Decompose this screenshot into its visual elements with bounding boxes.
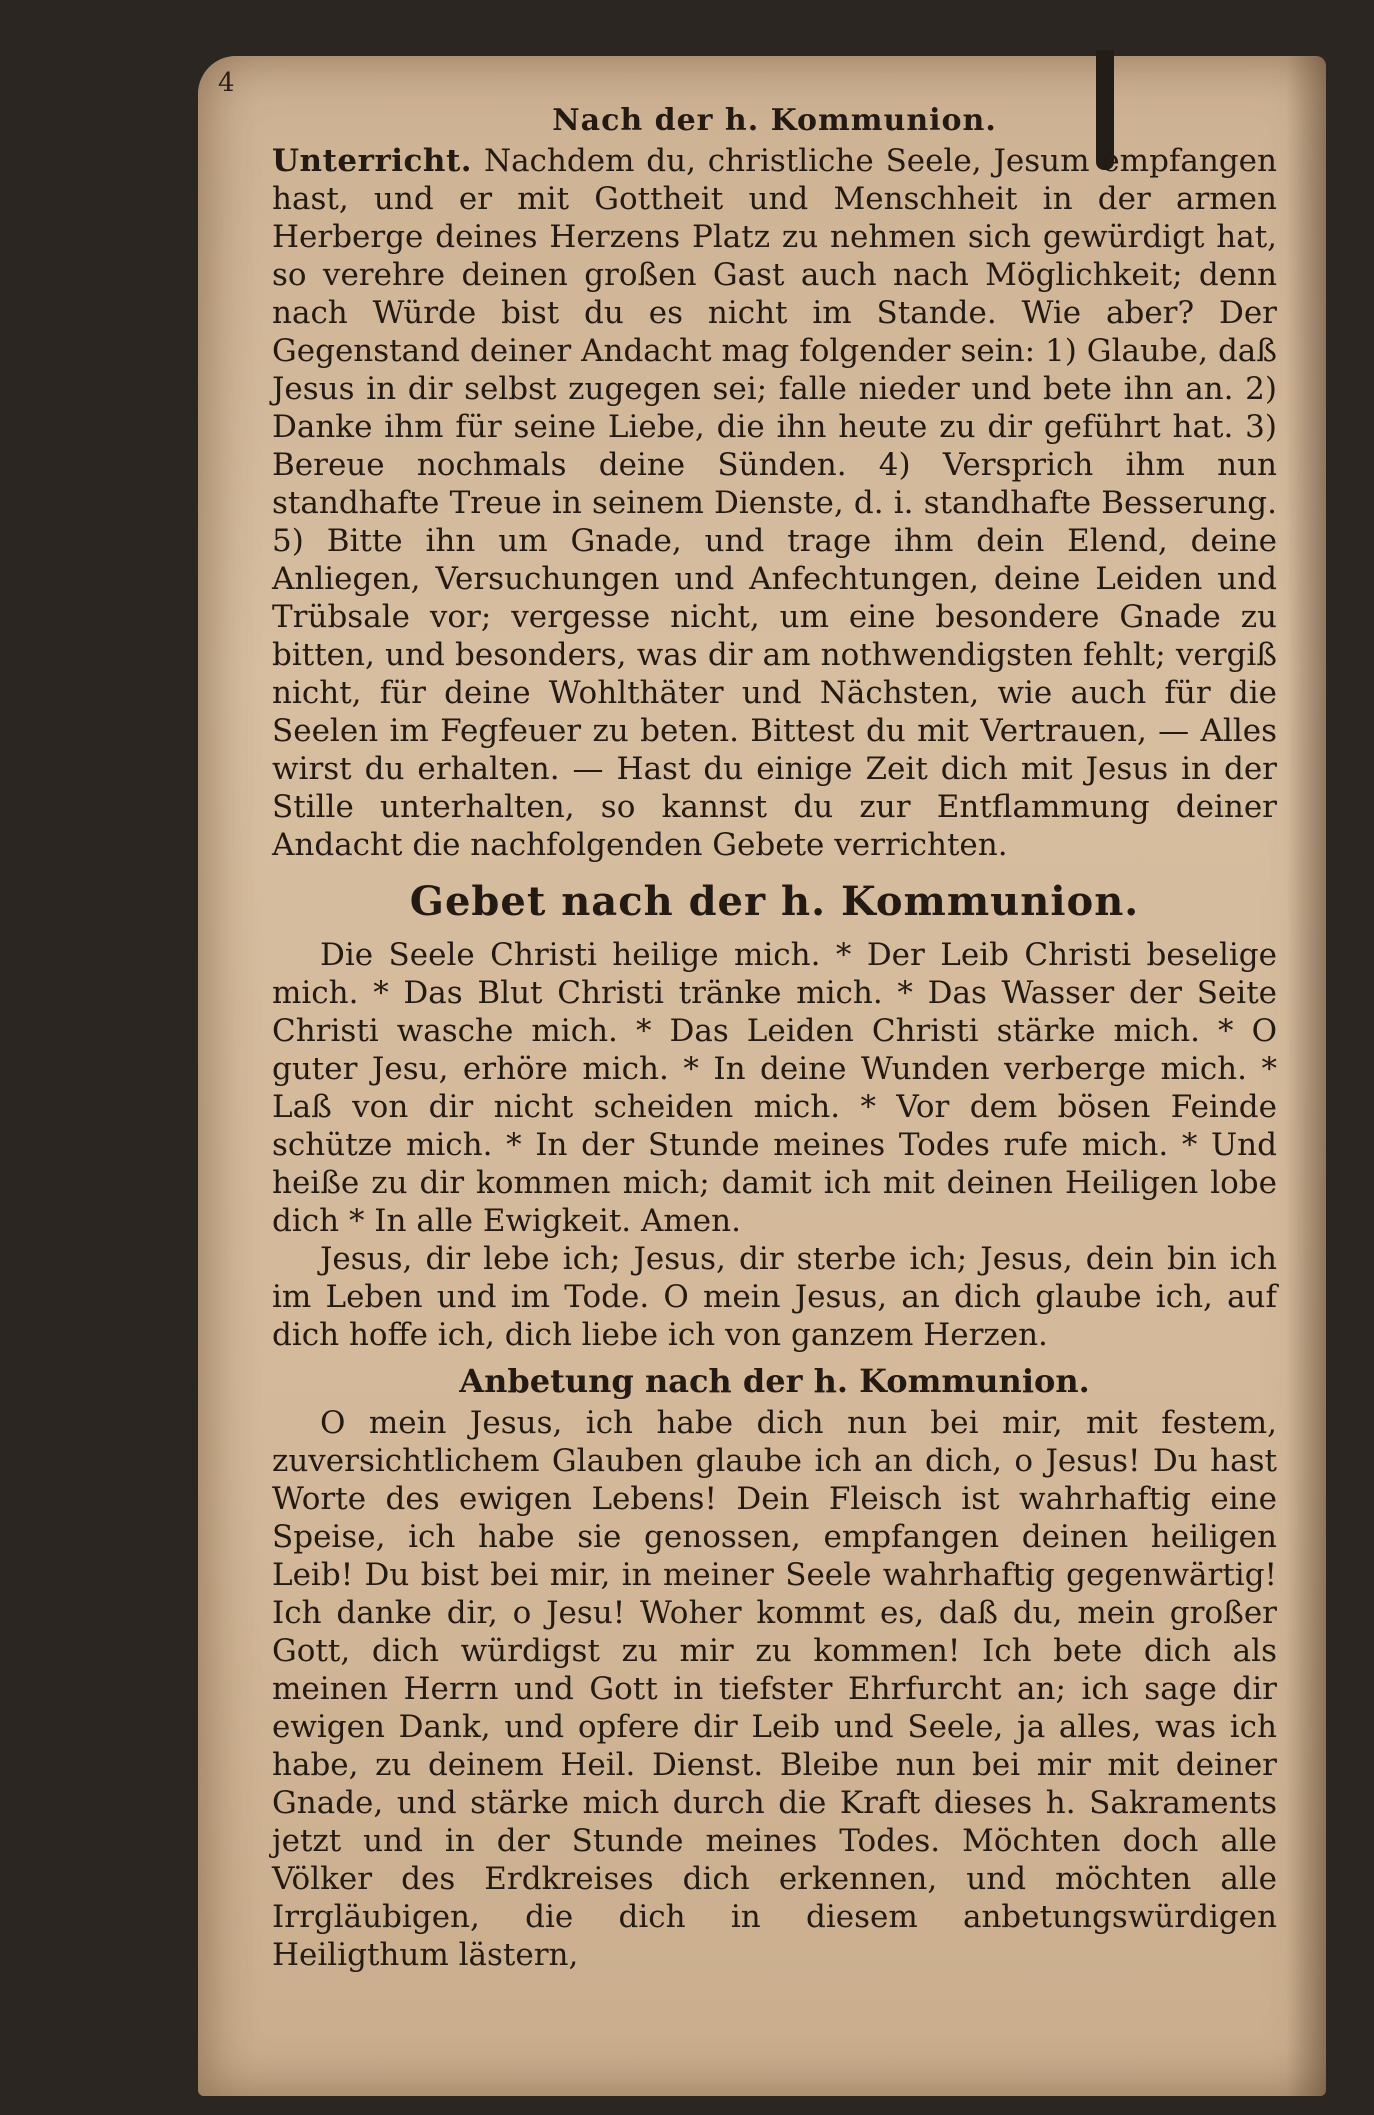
jesus-paragraph: Jesus, dir lebe ich; Jesus, dir sterbe ich; Jesus, dein bin ich im Leben und im Tode. O mein Jesus, an dich glaube ich, auf dich hoffe ich, dich liebe ich von ganzem Herzen. [272,1241,1277,1353]
prayer-paragraph: Die Seele Christi heilige mich. * Der Leib Christi beselige mich. * Das Blut Christi tränke mich. * Das Wasser der Seite Christi wasche mich. * Das Leiden Christi stärke mich. * O guter Jesu, erhöre mich. * In deine Wunden verberge mich. * Laß von dir nicht scheiden mich. * Vor dem bösen Feinde schütze mich. * In der Stunde meines Todes rufe mich. * Und heiße zu dir kommen mich; damit ich mit deinen Heiligen lobe dich * In alle Ewigkeit. Amen. [272,937,1277,1239]
running-head: Nach der h. Kommunion. [552,103,997,138]
page-text-block [272,102,1277,1974]
page-number: 4 [218,68,235,98]
intro-lead: Unterricht. [272,143,473,179]
book-page [198,56,1326,2096]
adoration-paragraph: O mein Jesus, ich habe dich nun bei mir, mit festem, zuversichtlichem Glauben glaube ich an dich, o Jesus! Du hast Worte des ewigen Lebens! Dein Fleisch ist wahrhaftig eine Speise, ich habe sie genossen, empfangen deinen heiligen Leib! Du bist bei mir, in meiner Seele wahrhaftig gegenwärtig! Ich danke dir, o Jesu! Woher kommt es, daß du, mein großer Gott, dich würdigst zu mir zu kommen! Ich bete dich als meinen Herrn und Gott in tiefster Ehrfurcht an; ich sage dir ewigen Dank, und opfere dir Leib und Seele, ja alles, was ich habe, zu deinem Heil. Dienst. Bleibe nun bei mir mit deiner Gnade, und stärke mich durch die Kraft dieses h. Sakraments jetzt und in der Stunde meines Todes. Möchten doch alle Völker des Erdkreises dich erkennen, und möchten alle Irrgläubigen, die dich in diesem anbetungswürdigen Heiligthum lästern, [272,1405,1277,1973]
prayer-heading: Gebet nach der h. Kommunion. [409,878,1140,925]
page-gutter-shadow [1286,56,1326,2096]
adoration-heading: Anbetung nach der h. Kommunion. [459,1362,1090,1400]
intro-paragraph [272,142,1277,864]
intro-text: Nachdem du, christliche Seele, Jesum empfangen hast, und er mit Gottheit und Menschheit in der armen Herberge deines Herzens Platz zu nehmen sich gewürdigt hat, so verehre deinen großen Gast auch nach Möglichkeit; denn nach Würde bist du es nicht im Stande. Wie aber? Der Gegenstand deiner Andacht mag folgender sein: 1) Glaube, daß Jesus in dir selbst zugegen sei; falle nieder und bete ihn an. 2) Danke ihm für seine Liebe, die ihn heute zu dir geführt hat. 3) Bereue nochmals deine Sünden. 4) Versprich ihm nun standhafte Treue in seinem Dienste, d. i. standhafte Besserung. 5) Bitte ihn um Gnade, und trage ihm dein Elend, deine Anliegen, Versuchungen und Anfechtungen, deine Leiden und Trübsale vor; vergesse nicht, um eine besondere Gnade zu bitten, und besonders, was dir am nothwendigsten fehlt; vergiß nicht, für deine Wohlthäter und Nächsten, wie auch für die Seelen im Fegfeuer zu beten. Bittest du mit Vertrauen, — Alles wirst du erhalten. — Hast du einige Zeit dich mit Jesus in der Stille unterhalten, so kannst du zur Entflammung deiner Andacht die nachfolgenden Gebete verrichten. [272,143,1277,863]
